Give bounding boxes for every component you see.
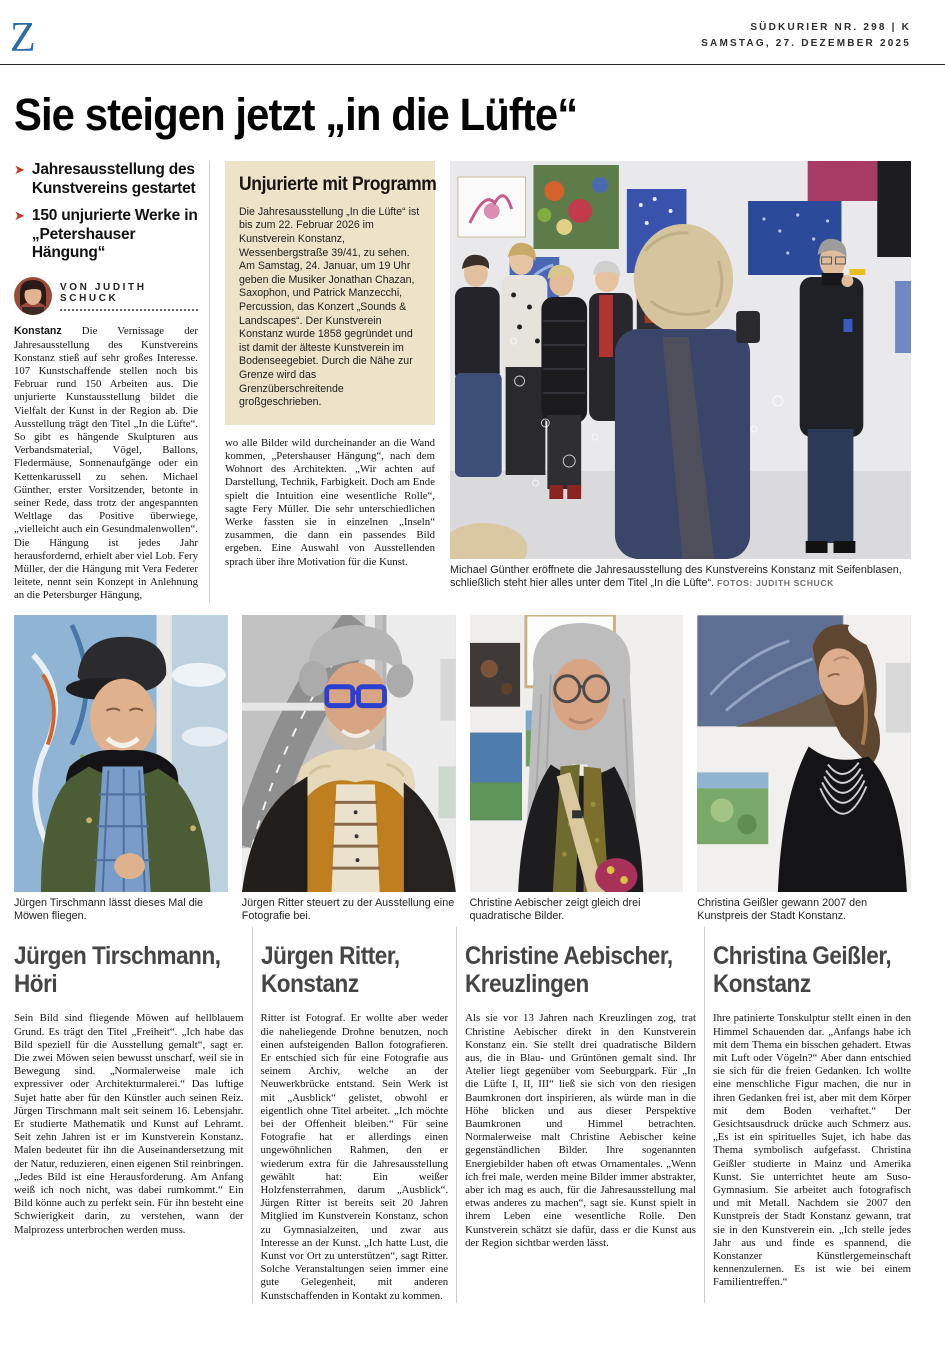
profile-heading-line: Konstanz xyxy=(260,969,359,998)
author-avatar xyxy=(14,277,52,315)
profiles-section xyxy=(14,927,911,1302)
portrait-photo-row xyxy=(14,615,911,924)
profile-heading-line: Höri xyxy=(14,969,58,998)
profile-body: Als sie vor 13 Jahren nach Kreuzlingen zog, trat Christine Aebischer direkt in den Kunstverein Konstanz ein. Sie stellt drei quadratische Bildern aus, die in Blau- und Grüntönen gemalt sind. Ihr Atelier liegt gegenüber vom Seeburgpark. Für „In die Lüfte I, II, III“ ließ sie sich von den riesigen Baumkronen dort inspirieren, als würde man in die Höhe blicken und aus dieser Perspektive Baumkronen und Himmel betrachten. Normalerweise malt Christine Aebischer keine gegenständlichen Bilder. Ihre sogenannten Energiebilder haben oft etwas Ornamentales. „Wenn ich frei male, werden meine Bilder immer abstrakter, aber ich mag es auch, für die Jahresausstellung mal etwas anderes zu machen“, sagt sie. Kunst spielt in ihrem Leben eine wesentliche Rolle. Den Kunstverein schätzt sie dafür, dass er die Kunst aus der Region sichtbar werden lässt. xyxy=(465,1012,696,1249)
profile-heading xyxy=(261,943,449,998)
author-avatar-illustration xyxy=(14,277,52,315)
main-photo xyxy=(450,161,911,559)
profile-body: Sein Bild sind fliegende Möwen auf hellblauem Grund. Es trägt den Titel „Freiheit“. „Ich habe das Bild speziell für die Ausstellung gemalt“, sagt er. Die zwei Möwen seien bewusst unscharf, weil sie in Bewegung sind. „Normalerweise male ich expressiver oder Architekturmalerei.“ Das luftige Sujet hatte aber für den Künstler auch seinen Reiz. Jürgen Tirschmann malt seit seinem 16. Lebensjahr. Er studierte Mathematik und Kunst auf Lehramt. Seit zehn Jahren ist er im Kunstverein Konstanz. Malen bedeutet für ihn die Auseinandersetzung mit der Natur, reduzieren, einen eigenen Stil reinbringen. „Jedes Bild ist eine Herausforderung. Am Anfang weiß ich noch nicht, was dabei rumkommt.“ Ein Bild könne auch zu perfekt sein. Für ihn besteht eine Schwierigkeit darin, zu verstehen, wann der Malprozess unterbrochen werden muss. xyxy=(14,1012,244,1236)
portrait-cell xyxy=(697,615,911,924)
profile-body: Ritter ist Fotograf. Er wollte aber weder die naheliegende Drohne benutzen, noch einen aufsteigenden Ballon fotografieren. Er entschied sich für eine Fotografie aus seinem Archiv, welche an der Neuwerkbrücke entstand. Sein Werk ist mit „Ausblick“ gelistet, obwohl er eigentlich ohne Titel arbeitet. „Ich möchte bei der Offenheit bleiben.“ Für seine Fotografie hat er allerdings einen ungewöhnlichen Rahmen, den er wiederum extra für die Jahresausstellung gewählt hat: Ein weißer Holzfensterrahmen, darum „Ausblick“. Jürgen Ritter ist bereits seit 20 Jahren Mitglied im Kunstverein Konstanz, schon zu Gymnasialzeiten, und zwar aus Interesse an der Kunst. „Ich hatte Lust, die Kunst vor Ort zu unterstützen“, sagt Ritter. Solche Veranstaltungen seien immer eine gute Gelegenheit, mit anderen Kunstschaffenden in Kontakt zu kommen. xyxy=(260,1012,449,1302)
profile-heading xyxy=(465,943,696,998)
profile-heading-line: Kreuzlingen xyxy=(465,969,589,998)
lead-column-1 xyxy=(14,161,210,603)
profile-heading-line: Jürgen Ritter, xyxy=(260,942,400,971)
article-headline: Sie steigen jetzt „in die Lüfte“ xyxy=(14,88,578,140)
byline-label: VON JUDITH SCHUCK xyxy=(60,281,147,304)
profile-column xyxy=(704,927,911,1302)
teaser-item xyxy=(14,161,198,199)
section-page-letter: Z xyxy=(10,15,36,61)
lead-column-2 xyxy=(225,161,435,603)
infobox-title: Unjurierte mit Programm xyxy=(239,173,437,195)
profile-heading-line: Jürgen Tirschmann, xyxy=(14,942,221,971)
lead-text-col1: Die Vernissage der Jahresausstellung des Kunstvereins Konstanz stieß auf sehr großes Interesse. 107 Kunstschaffende stellen noch bis Februar rund 150 Arbeiten aus. Die unjurierte Kunstausstellung bildet die Vielfalt der Kunst in der Region ab. Die Ausstellung trägt den Titel „In die Lüfte“. So gibt es hängende Skulpturen aus Verbandsmaterial, Vögel, Ballons, Fledermäuse, Sonnenaufgänge oder ein Kettenkarussell zu sehen. Michael Günther, erster Vorsitzender, betonte in seiner Rede, dass trotz der angespannten Weltlage das Positive überwiege, „vielleicht auch ein Gesundmalenwollen“. Die Hängung ist jedes Jahr herausfordernd, erhielt aber viel Lob. Fery Müller, der die Hängung mit Vera Federer leitete, nennt sein Konzept in Anlehnung an die Petersburger Hängung, xyxy=(14,325,198,602)
masthead-issue-block xyxy=(701,20,911,51)
lead-text-col2: wo alle Bilder wild durcheinander an die Wand kommen, „Petershauser Hängung“, nach dem Wohnort des Architekten. „Wir achten auf Darstellung, Technik, Farbigkeit. Doch am Ende spielt die Intuition eine wesentliche Rolle“, sagte Fery Müller. Die sehr unterschiedlichen Werke fassten sie in einzelnen „Inseln“ zusammen, die dann ein passendes Bild ergeben. Eine Auswahl von Ausstellenden sprach über ihre Motivation für die Kunst. xyxy=(225,436,435,568)
portrait-caption: Christina Geißler gewann 2007 den Kunstpreis der Stadt Konstanz. xyxy=(697,896,868,922)
arrow-bullet-icon: ➤ xyxy=(14,208,25,224)
arrow-bullet-icon: ➤ xyxy=(14,162,25,178)
main-photo-caption-text: Michael Günther eröffnete die Jahresausstellung des Kunstvereins Konstanz mit Seifenblasen, schließlich steht hier alles unter dem Titel „In die Lüfte“. xyxy=(450,563,902,590)
portrait-cell xyxy=(14,615,228,924)
portrait-photo-geissler xyxy=(697,615,911,892)
teaser-text: Jahresausstellung des Kunstvereins gestartet xyxy=(31,160,196,197)
portrait-caption: Christine Aebischer zeigt gleich drei quadratische Bilder. xyxy=(469,896,641,922)
portrait-caption: Jürgen Tirschmann lässt dieses Mal die Möwen fliegen. xyxy=(14,896,204,922)
profile-heading-line: Christine Aebischer, xyxy=(465,942,673,971)
profile-heading xyxy=(14,943,244,998)
byline xyxy=(14,277,198,315)
issue-line: SÜDKURIER NR. 298 | K xyxy=(750,22,911,33)
profile-heading xyxy=(713,943,911,998)
portrait-photo-aebischer xyxy=(470,615,684,892)
lead-paragraph xyxy=(14,325,198,602)
infobox-body: Die Jahresausstellung „In die Lüfte“ ist bis zum 22. Februar 2026 im Kunstverein Konstanz, Wessenbergstraße 39/41, zu sehen. Am Samstag, 24. Januar, um 19 Uhr geben die Musiker Jonathan Chazan, Saxophon, und Patrick Manzecchi, Percussion, das Konzert „Sounds & Landscapes“. Der Kunstverein Konstanz wurde 1858 gegründet und ist damit der älteste Kunstverein im Bodenseegebiet. Durch die Nähe zur Grenze wird das Grenzüberschreitende großgeschrieben. xyxy=(239,205,420,409)
dateline-location: Konstanz xyxy=(14,325,62,338)
main-photo-caption xyxy=(450,564,911,591)
masthead-rule xyxy=(0,64,945,65)
profile-column xyxy=(456,927,704,1302)
portrait-photo-ritter xyxy=(242,615,456,892)
portrait-cell xyxy=(242,615,456,924)
photo-credit: FOTOS: JUDITH SCHUCK xyxy=(717,578,834,589)
byline-stack xyxy=(60,282,198,311)
profile-heading-line: Konstanz xyxy=(712,969,811,998)
profile-column xyxy=(14,927,252,1302)
date-line: SAMSTAG, 27. DEZEMBER 2025 xyxy=(701,37,911,49)
portrait-caption: Jürgen Ritter steuert zu der Ausstellung eine Fotografie bei. xyxy=(241,896,455,922)
infobox xyxy=(225,161,435,425)
teaser-item xyxy=(14,207,198,264)
lead-section xyxy=(14,161,911,603)
portrait-photo-tirschmann xyxy=(14,615,228,892)
profile-body: Ihre patinierte Tonskulptur stellt einen in den Himmel Schauenden dar. „Anfangs habe ich mit dem Thema ein bisschen gehadert. Etwas mit Luft oder Vögeln?“ Aber dann entschied sie sich für die freien Gedanken. Ich wollte eine menschliche Figur machen, die nur in ihren Gedanken frei ist, aber mit dem Körper mit dem Boden verhaftet.“ Der Gesichtsausdruck drücke auch Schmerz aus. „Es ist ein spirituelles Sujet, ich habe das Thema symbolisch aufgefasst. Christina Geißler studierte in Mainz und Amerika Kunst. Sie unterrichtet heute am Suso-Gymnasium. Sie arbeitet auch fotografisch und mit Metall. Nachdem sie 2007 den Kunstpreis der Stadt Konstanz gewann, trat sie in den Kunstverein ein. „Ich stelle jedes Jahr aus und finde es spannend, die Konstanzer Künstlergemeinschaft kennenzulernen. Es ist wie bei einem Familientreffen.“ xyxy=(712,1012,911,1289)
teaser-text: 150 unjurierte Werke in „Petershauser Hängung“ xyxy=(31,206,198,262)
byline-dotted-rule xyxy=(60,309,198,311)
main-photo-block xyxy=(450,161,911,603)
profile-heading-line: Christina Geißler, xyxy=(712,942,892,971)
profile-column xyxy=(252,927,457,1302)
portrait-cell xyxy=(470,615,684,924)
masthead xyxy=(10,15,911,61)
